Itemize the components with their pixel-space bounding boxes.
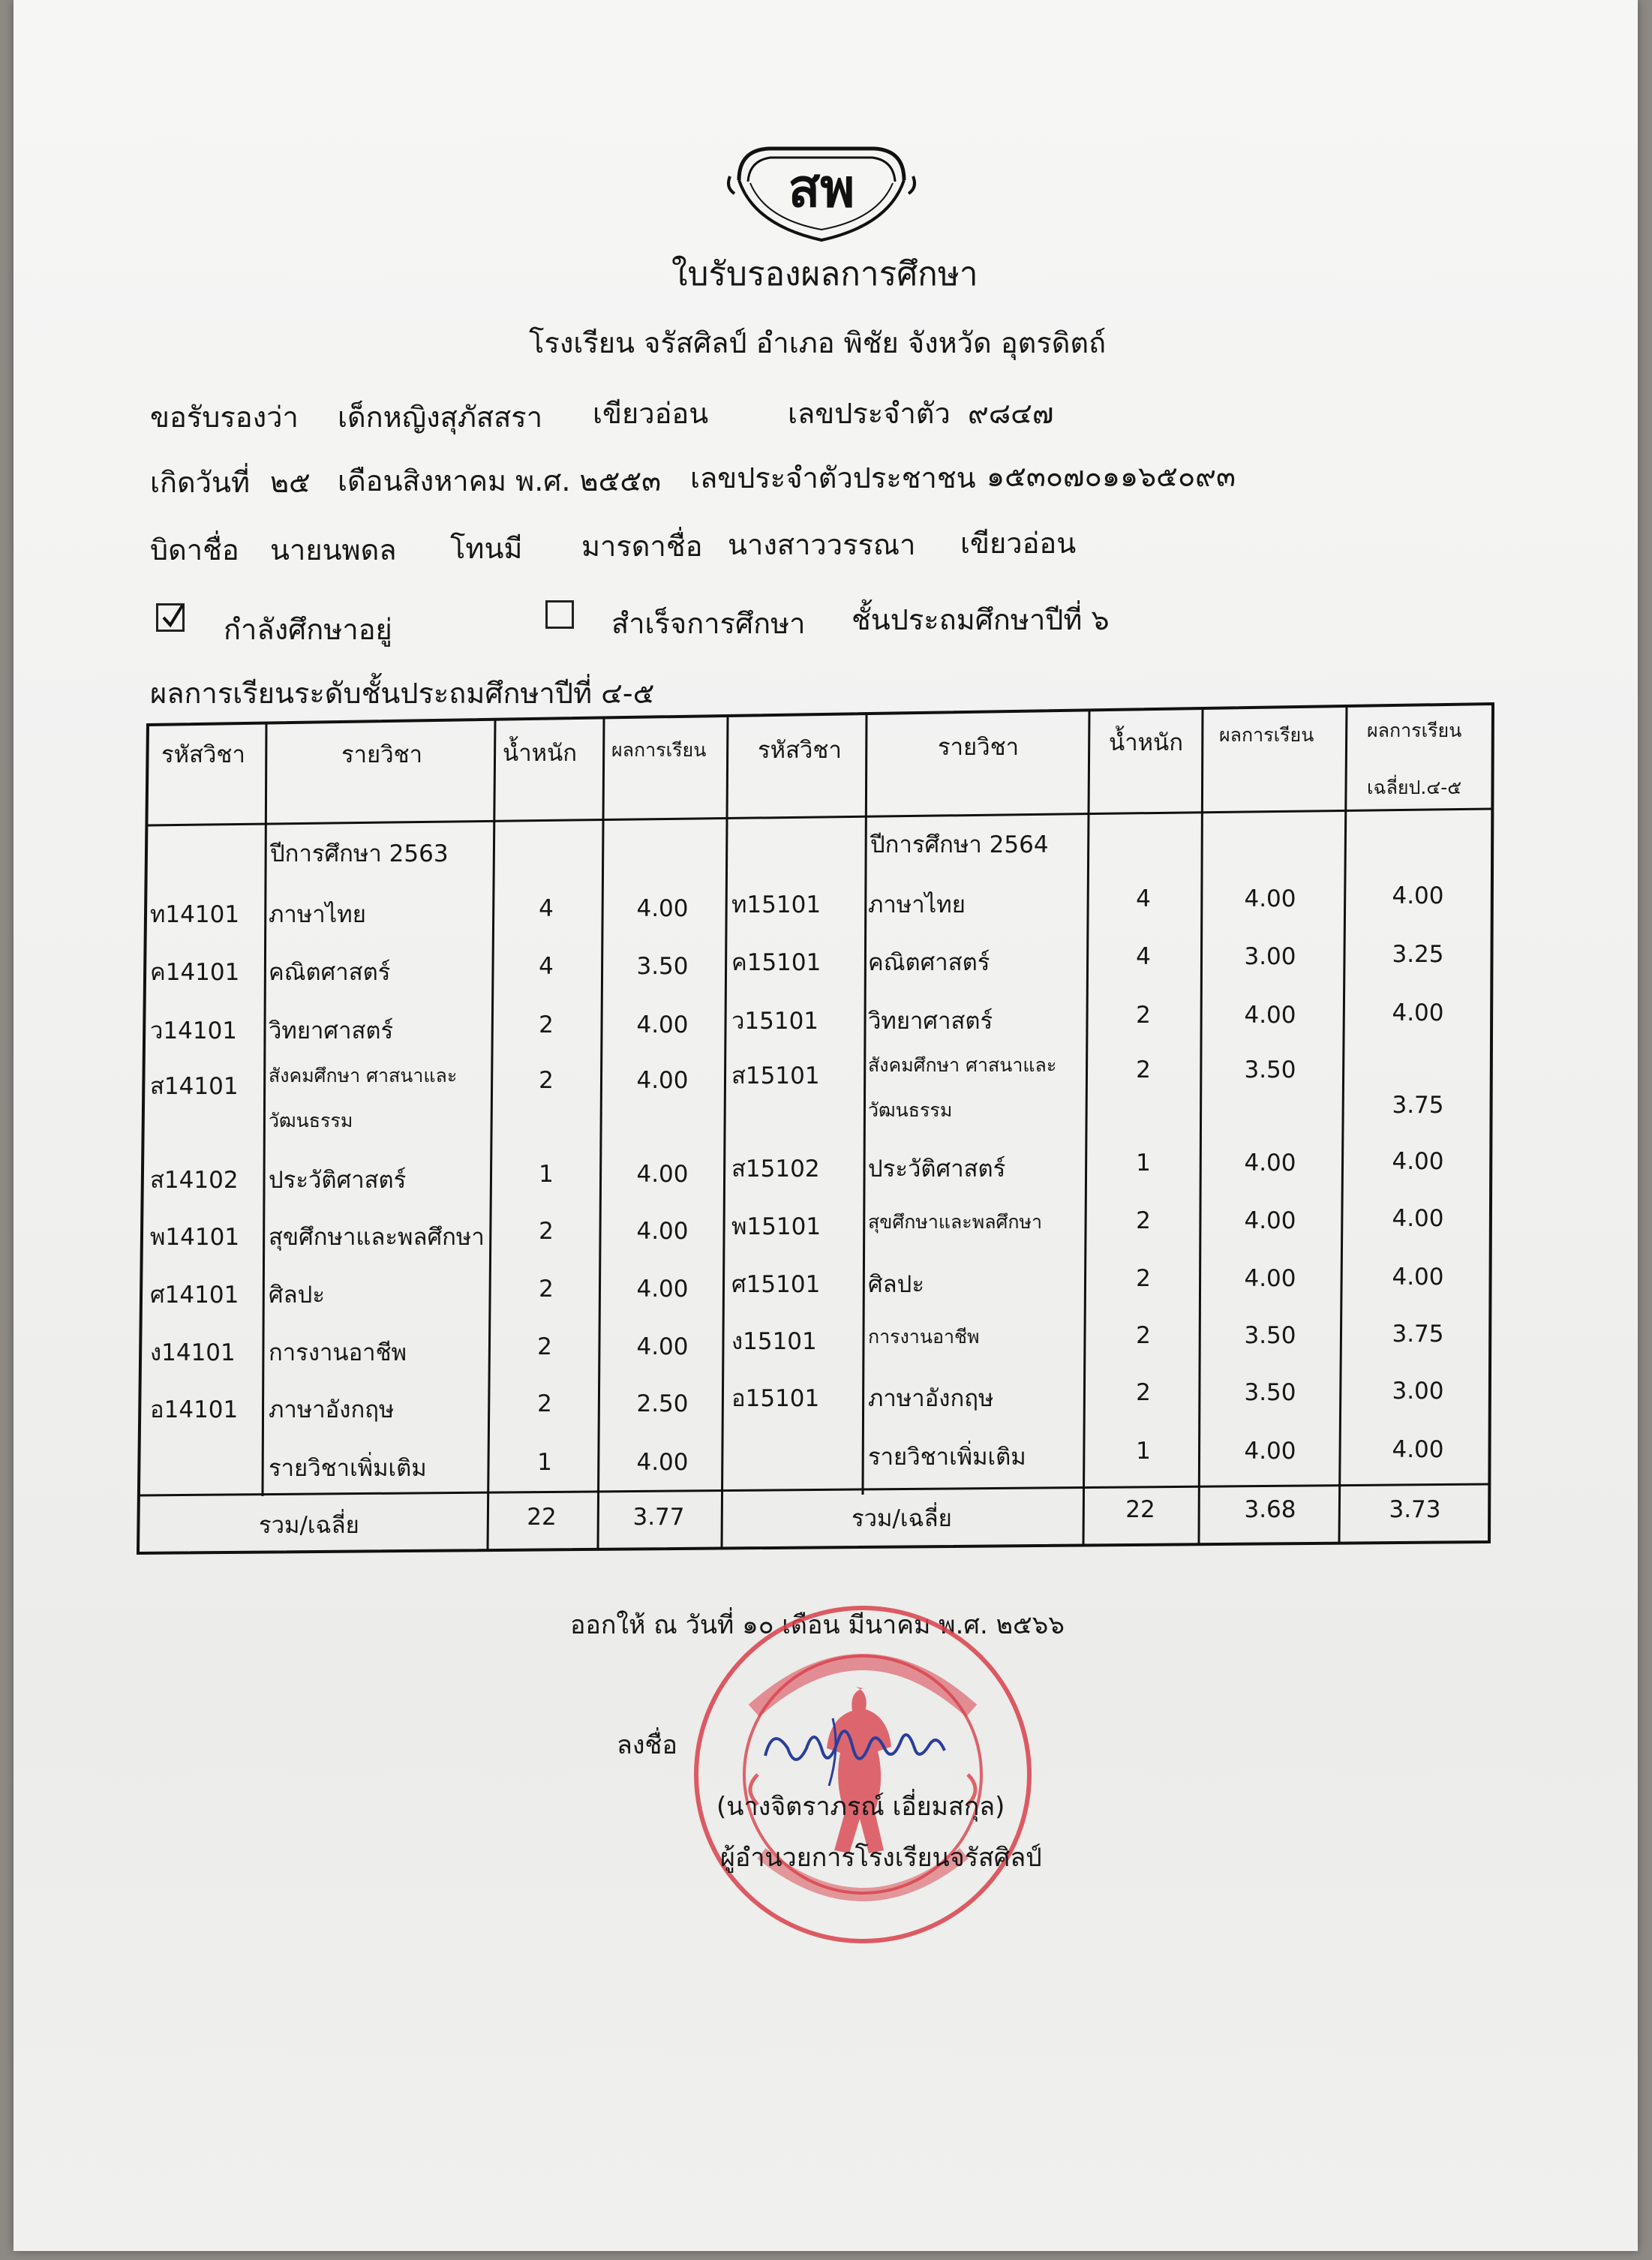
- row-result-right: 3.50: [1244, 1379, 1296, 1406]
- row-weight-right: 2: [1136, 1056, 1151, 1083]
- row-code-right: ค15101: [731, 949, 821, 976]
- row-subject-left: สังคมศึกษา ศาสนาและ: [269, 1065, 458, 1086]
- row-weight-right: 2: [1136, 1379, 1151, 1406]
- header-code-left: รหัสวิชา: [161, 741, 245, 768]
- student-name: เด็กหญิงสุภัสสรา: [338, 401, 543, 434]
- total-label-right: รวม/เฉลี่ย: [852, 1505, 952, 1532]
- row-code-left: ค14101: [150, 959, 240, 986]
- header-subject-right: รายวิชา: [938, 734, 1020, 761]
- row-result-left: 4.00: [636, 1161, 689, 1188]
- header-subject-left: รายวิชา: [341, 741, 423, 768]
- row-result-right: 4.00: [1244, 885, 1296, 912]
- school-line: โรงเรียน จรัสศิลป์ อำเภอ พิชัย จังหวัด อุตรดิตถ์: [529, 326, 1107, 359]
- row-weight-left: 2: [537, 1390, 552, 1417]
- row-avg: 4.00: [1392, 999, 1444, 1026]
- row-avg: 3.25: [1392, 941, 1444, 968]
- row-code-left: ศ14101: [150, 1282, 239, 1309]
- row-code-right: ส15101: [731, 1062, 820, 1089]
- row-code-left: พ14101: [150, 1224, 240, 1251]
- mother-surname: เขียวอ่อน: [960, 527, 1077, 560]
- year-left: ปีการศึกษา 2563: [270, 840, 449, 867]
- row-code-right: อ15101: [731, 1385, 820, 1412]
- row-code-left: ว14101: [150, 1017, 238, 1044]
- student-id-label: เลขประจำตัว: [788, 397, 951, 430]
- row-subject-left: การงานอาชีพ: [269, 1339, 407, 1366]
- row-avg: 4.00: [1392, 1148, 1444, 1175]
- row-result-right: 4.00: [1244, 1265, 1296, 1292]
- row-weight-left: 2: [539, 1067, 554, 1094]
- row-weight-left: 4: [539, 895, 554, 922]
- document-title: ใบรับรองผลการศึกษา: [671, 255, 978, 293]
- row-code-right: ง15101: [731, 1328, 817, 1355]
- row-subject-right: ประวัติศาสตร์: [868, 1156, 1006, 1183]
- row-weight-right: 2: [1136, 1265, 1151, 1292]
- row-result-right: 3.00: [1244, 943, 1296, 970]
- row-subject-right: สังคมศึกษา ศาสนาและ: [868, 1054, 1057, 1076]
- born-label: เกิดวันที่: [150, 466, 251, 499]
- sign-label: ลงชื่อ: [617, 1730, 677, 1760]
- student-id: ๙๘๔๗: [968, 397, 1054, 430]
- header-result-right: ผลการเรียน: [1219, 724, 1314, 746]
- father-label: บิดาชื่อ: [150, 533, 239, 567]
- issued-date: ออกให้ ณ วันที่ ๑๐ เดือน มีนาคม พ.ศ. ๒๕๖๖: [570, 1610, 1065, 1640]
- row-result-right: 3.50: [1244, 1056, 1296, 1083]
- certify-label: ขอรับรองว่า: [150, 401, 299, 434]
- row-avg: 4.00: [1392, 882, 1444, 909]
- row-code-left: ส14101: [150, 1073, 239, 1100]
- row-subject-left: รายวิชาเพิ่มเติม: [269, 1455, 427, 1482]
- signer-title: ผู้อำนวยการโรงเรียนจรัสศิลป์: [720, 1843, 1042, 1873]
- row-code-right: ว15101: [731, 1008, 819, 1035]
- row-subject-right: ภาษาอังกฤษ: [868, 1385, 994, 1412]
- row-result-left: 4.00: [636, 1011, 689, 1038]
- row-avg: 3.75: [1392, 1092, 1444, 1119]
- row-result-left: 4.00: [636, 1218, 689, 1245]
- row-subject-right: ภาษาไทย: [868, 891, 966, 918]
- row-result-left: 3.50: [636, 953, 689, 980]
- row-weight-left: 4: [539, 953, 554, 980]
- birth-day: ๒๕: [270, 466, 311, 499]
- father-name: นายนพดล: [270, 533, 397, 567]
- row-weight-left: 2: [539, 1276, 554, 1303]
- row-result-right: 4.00: [1244, 1150, 1296, 1177]
- row-subject-right-line2: วัฒนธรรม: [868, 1099, 953, 1121]
- row-subject-left: สุขศึกษาและพลศึกษา: [269, 1224, 485, 1251]
- row-result-right: 4.00: [1244, 1438, 1296, 1465]
- row-result-right: 4.00: [1244, 1002, 1296, 1029]
- results-heading: ผลการเรียนระดับชั้นประถมศึกษาปีที่ ๔-๕: [150, 677, 655, 710]
- row-avg: 3.75: [1392, 1321, 1444, 1348]
- row-result-left: 4.00: [636, 895, 689, 922]
- row-code-right: ท15101: [731, 891, 821, 918]
- row-weight-left: 2: [537, 1333, 552, 1360]
- mother-label: มารดาชื่อ: [581, 530, 703, 563]
- handwritten-signature: [743, 1703, 998, 1793]
- row-subject-left: ประวัติศาสตร์: [269, 1167, 407, 1194]
- row-result-left: 4.00: [636, 1067, 689, 1094]
- row-avg: 4.00: [1392, 1264, 1444, 1291]
- row-code-right: ศ15101: [731, 1271, 821, 1298]
- citizen-id-label: เลขประจำตัวประชาชน: [690, 461, 976, 494]
- row-result-left: 4.00: [636, 1276, 689, 1303]
- mother-name: นางสาววรรณา: [728, 528, 916, 561]
- row-weight-right: 4: [1136, 885, 1151, 912]
- row-subject-right: สุขศึกษาและพลศึกษา: [868, 1211, 1043, 1233]
- header-code-right: รหัสวิชา: [758, 737, 842, 764]
- citizen-id: ๑๕๓๐๗๐๑๑๖๕๐๙๓: [987, 460, 1236, 493]
- student-surname: เขียวอ่อน: [593, 397, 709, 430]
- row-weight-left: 2: [539, 1011, 554, 1038]
- row-avg: 4.00: [1392, 1436, 1444, 1463]
- row-weight-left: 1: [539, 1161, 554, 1188]
- total-avg: 3.73: [1389, 1496, 1441, 1523]
- row-weight-right: 2: [1136, 1207, 1151, 1234]
- row-weight-left: 1: [537, 1449, 552, 1476]
- row-subject-right: การงานอาชีพ: [868, 1326, 980, 1348]
- row-subject-left: ภาษาอังกฤษ: [269, 1396, 395, 1423]
- header-result-left: ผลการเรียน: [611, 739, 707, 761]
- row-result-right: 3.50: [1244, 1322, 1296, 1349]
- signer-name: (นางจิตราภรณ์ เอี่ยมสกุล): [716, 1792, 1005, 1822]
- header-weight-right: น้ำหนัก: [1109, 729, 1183, 756]
- row-weight-right: 2: [1136, 1002, 1151, 1029]
- row-code-left: อ14101: [150, 1396, 239, 1423]
- row-code-left: ง14101: [150, 1339, 236, 1366]
- father-surname: โทนมี: [450, 532, 523, 565]
- row-result-left: 4.00: [636, 1333, 689, 1360]
- row-code-left: ส14102: [150, 1167, 239, 1194]
- row-subject-left: คณิตศาสตร์: [269, 959, 391, 986]
- year-right: ปีการศึกษา 2564: [870, 831, 1049, 858]
- row-weight-right: 1: [1136, 1438, 1151, 1465]
- row-subject-left: ศิลปะ: [269, 1282, 326, 1309]
- row-subject-left-line2: วัฒนธรรม: [269, 1110, 353, 1132]
- grade-level: ชั้นประถมศึกษาปีที่ ๖: [852, 603, 1110, 636]
- total-weight-right: 22: [1125, 1496, 1155, 1523]
- row-result-right: 4.00: [1244, 1207, 1296, 1234]
- row-weight-right: 2: [1136, 1322, 1151, 1349]
- total-weight-left: 22: [527, 1504, 557, 1531]
- svg-text:สพ: สพ: [788, 157, 855, 219]
- total-label-left: รวม/เฉลี่ย: [259, 1512, 359, 1539]
- row-result-left: 2.50: [636, 1390, 689, 1417]
- total-result-left: 3.77: [632, 1504, 685, 1531]
- birth-month-year: เดือนสิงหาคม พ.ศ. ๒๕๕๓: [338, 464, 662, 497]
- row-code-right: พ15101: [731, 1213, 821, 1240]
- row-subject-right: คณิตศาสตร์: [868, 949, 990, 976]
- row-result-left: 4.00: [636, 1449, 689, 1476]
- row-weight-right: 1: [1136, 1150, 1151, 1177]
- row-subject-right: วิทยาศาสตร์: [868, 1008, 993, 1035]
- row-weight-right: 4: [1136, 943, 1151, 970]
- total-result-right: 3.68: [1244, 1496, 1296, 1523]
- studying-label: กำลังศึกษาอยู่: [224, 613, 392, 646]
- row-subject-left: วิทยาศาสตร์: [269, 1017, 394, 1044]
- row-code-right: ส15102: [731, 1156, 820, 1183]
- row-avg: 4.00: [1392, 1205, 1444, 1232]
- row-subject-right: ศิลปะ: [868, 1271, 925, 1298]
- header-weight-left: น้ำหนัก: [503, 740, 577, 767]
- row-weight-left: 2: [539, 1218, 554, 1245]
- row-avg: 3.00: [1392, 1378, 1444, 1405]
- row-subject-left: ภาษาไทย: [269, 901, 366, 928]
- row-subject-right: รายวิชาเพิ่มเติม: [868, 1444, 1026, 1471]
- header-avg-line2: เฉลี่ยป.๔-๕: [1367, 777, 1462, 798]
- row-code-left: ท14101: [150, 901, 240, 928]
- header-avg-line1: ผลการเรียน: [1367, 720, 1462, 741]
- graduated-label: สำเร็จการศึกษา: [611, 607, 806, 640]
